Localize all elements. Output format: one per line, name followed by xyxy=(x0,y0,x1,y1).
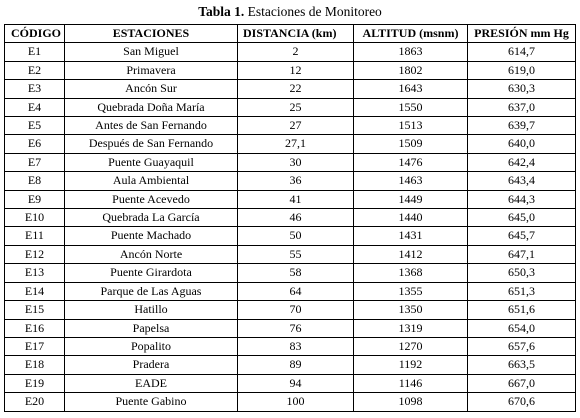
cell-distance: 30 xyxy=(238,153,354,171)
cell-altitude: 1550 xyxy=(354,98,468,116)
cell-station: Quebrada Doña María xyxy=(65,98,238,116)
cell-code: E13 xyxy=(5,264,65,282)
cell-altitude: 1355 xyxy=(354,282,468,300)
cell-distance: 41 xyxy=(238,190,354,208)
cell-station: Hatillo xyxy=(65,301,238,319)
cell-code: E10 xyxy=(5,209,65,227)
cell-distance: 2 xyxy=(238,43,354,61)
cell-code: E5 xyxy=(5,117,65,135)
cell-pressure: 651,6 xyxy=(468,301,576,319)
cell-altitude: 1350 xyxy=(354,301,468,319)
cell-altitude: 1449 xyxy=(354,190,468,208)
cell-altitude: 1098 xyxy=(354,393,468,411)
cell-station: Después de San Fernando xyxy=(65,135,238,153)
cell-distance: 12 xyxy=(238,61,354,79)
table-row xyxy=(5,135,576,153)
cell-altitude: 1643 xyxy=(354,80,468,98)
table-row xyxy=(5,117,576,135)
cell-code: E17 xyxy=(5,337,65,355)
cell-code: E16 xyxy=(5,319,65,337)
cell-code: E8 xyxy=(5,172,65,190)
cell-pressure: 614,7 xyxy=(468,43,576,61)
cell-distance: 83 xyxy=(238,337,354,355)
cell-distance: 50 xyxy=(238,227,354,245)
cell-altitude: 1412 xyxy=(354,245,468,263)
cell-station: Quebrada La García xyxy=(65,209,238,227)
table-row xyxy=(5,227,576,245)
cell-pressure: 651,3 xyxy=(468,282,576,300)
cell-pressure: 663,5 xyxy=(468,356,576,374)
header-pressure: PRESIÓN mm Hg xyxy=(468,25,576,43)
table-row xyxy=(5,301,576,319)
table-row xyxy=(5,172,576,190)
table-row xyxy=(5,80,576,98)
header-altitude: ALTITUD (msnm) xyxy=(354,25,468,43)
cell-altitude: 1146 xyxy=(354,374,468,392)
cell-distance: 70 xyxy=(238,301,354,319)
caption-label: Tabla 1. xyxy=(198,4,245,19)
cell-distance: 100 xyxy=(238,393,354,411)
cell-altitude: 1192 xyxy=(354,356,468,374)
cell-altitude: 1431 xyxy=(354,227,468,245)
cell-altitude: 1509 xyxy=(354,135,468,153)
table-row xyxy=(5,319,576,337)
cell-pressure: 650,3 xyxy=(468,264,576,282)
cell-distance: 22 xyxy=(238,80,354,98)
table-row xyxy=(5,245,576,263)
cell-station: Puente Acevedo xyxy=(65,190,238,208)
cell-code: E18 xyxy=(5,356,65,374)
cell-altitude: 1319 xyxy=(354,319,468,337)
cell-altitude: 1270 xyxy=(354,337,468,355)
table-row xyxy=(5,190,576,208)
cell-pressure: 644,3 xyxy=(468,190,576,208)
cell-altitude: 1440 xyxy=(354,209,468,227)
cell-pressure: 645,0 xyxy=(468,209,576,227)
cell-code: E2 xyxy=(5,61,65,79)
table-row xyxy=(5,98,576,116)
cell-pressure: 643,4 xyxy=(468,172,576,190)
cell-distance: 25 xyxy=(238,98,354,116)
cell-code: E9 xyxy=(5,190,65,208)
cell-station: Puente Guayaquil xyxy=(65,153,238,171)
cell-code: E19 xyxy=(5,374,65,392)
cell-distance: 36 xyxy=(238,172,354,190)
cell-distance: 58 xyxy=(238,264,354,282)
cell-pressure: 619,0 xyxy=(468,61,576,79)
cell-distance: 89 xyxy=(238,356,354,374)
cell-code: E12 xyxy=(5,245,65,263)
cell-distance: 27,1 xyxy=(238,135,354,153)
cell-code: E7 xyxy=(5,153,65,171)
cell-altitude: 1802 xyxy=(354,61,468,79)
cell-pressure: 637,0 xyxy=(468,98,576,116)
cell-station: Ancón Sur xyxy=(65,80,238,98)
table-row xyxy=(5,393,576,411)
cell-station: Antes de San Fernando xyxy=(65,117,238,135)
cell-pressure: 640,0 xyxy=(468,135,576,153)
cell-distance: 64 xyxy=(238,282,354,300)
cell-distance: 46 xyxy=(238,209,354,227)
table-row xyxy=(5,356,576,374)
cell-altitude: 1463 xyxy=(354,172,468,190)
cell-pressure: 654,0 xyxy=(468,319,576,337)
cell-distance: 94 xyxy=(238,374,354,392)
table-row xyxy=(5,337,576,355)
cell-pressure: 642,4 xyxy=(468,153,576,171)
cell-pressure: 630,3 xyxy=(468,80,576,98)
cell-altitude: 1476 xyxy=(354,153,468,171)
table-row xyxy=(5,209,576,227)
table-row xyxy=(5,153,576,171)
cell-station: Parque de Las Aguas xyxy=(65,282,238,300)
table-row xyxy=(5,61,576,79)
cell-station: Ancón Norte xyxy=(65,245,238,263)
caption-text: Estaciones de Monitoreo xyxy=(244,4,382,19)
cell-code: E4 xyxy=(5,98,65,116)
cell-altitude: 1863 xyxy=(354,43,468,61)
cell-code: E3 xyxy=(5,80,65,98)
header-station: ESTACIONES xyxy=(65,25,238,43)
cell-code: E20 xyxy=(5,393,65,411)
cell-pressure: 639,7 xyxy=(468,117,576,135)
cell-station: Aula Ambiental xyxy=(65,172,238,190)
cell-station: Puente Machado xyxy=(65,227,238,245)
table-row xyxy=(5,282,576,300)
cell-station: Puente Girardota xyxy=(65,264,238,282)
table-caption xyxy=(0,4,580,20)
cell-code: E11 xyxy=(5,227,65,245)
cell-code: E6 xyxy=(5,135,65,153)
cell-code: E14 xyxy=(5,282,65,300)
cell-altitude: 1513 xyxy=(354,117,468,135)
cell-pressure: 670,6 xyxy=(468,393,576,411)
cell-pressure: 647,1 xyxy=(468,245,576,263)
table-row xyxy=(5,264,576,282)
table-header-row xyxy=(5,25,576,43)
cell-pressure: 645,7 xyxy=(468,227,576,245)
header-distance: DISTANCIA (km) xyxy=(238,25,354,43)
cell-distance: 55 xyxy=(238,245,354,263)
cell-altitude: 1368 xyxy=(354,264,468,282)
cell-distance: 76 xyxy=(238,319,354,337)
table-row xyxy=(5,43,576,61)
stations-table xyxy=(4,24,576,412)
cell-station: Papelsa xyxy=(65,319,238,337)
cell-station: Puente Gabino xyxy=(65,393,238,411)
cell-station: Popalito xyxy=(65,337,238,355)
cell-code: E15 xyxy=(5,301,65,319)
cell-pressure: 657,6 xyxy=(468,337,576,355)
table-row xyxy=(5,374,576,392)
cell-distance: 27 xyxy=(238,117,354,135)
header-code: CÓDIGO xyxy=(5,25,65,43)
cell-station: EADE xyxy=(65,374,238,392)
cell-station: Primavera xyxy=(65,61,238,79)
cell-station: Pradera xyxy=(65,356,238,374)
cell-pressure: 667,0 xyxy=(468,374,576,392)
cell-station: San Miguel xyxy=(65,43,238,61)
cell-code: E1 xyxy=(5,43,65,61)
table-body xyxy=(5,43,576,411)
